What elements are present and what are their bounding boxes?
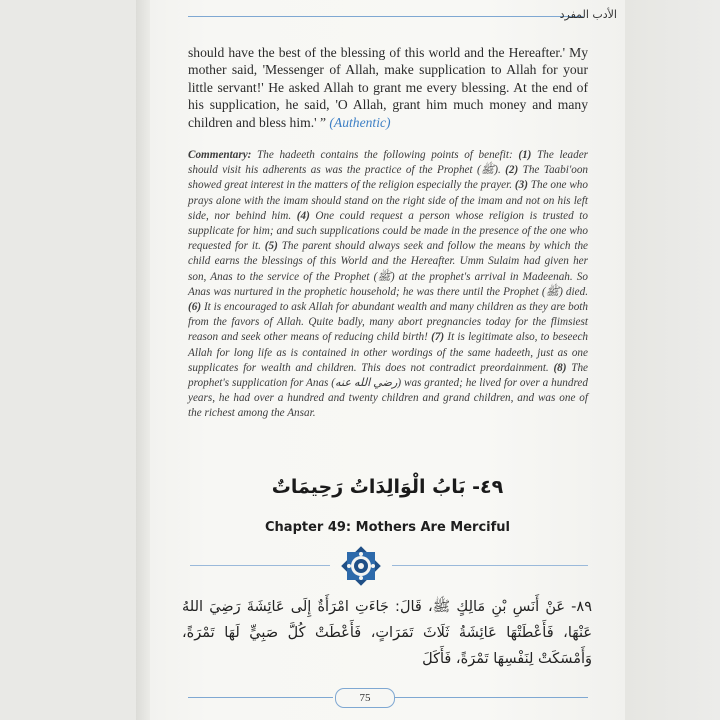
translation-paragraph: should have the best of the blessing of this world and the Hereafter.' My mother said, 'Messenger of Allah, make supplication to Allah for your little servant!' He asked Allah to grant me every blessing. At the end of his supplication, he said, 'O Allah, grant him much money and many children and bless him.' ” [188,45,588,130]
point-number-6: (6) [188,301,202,314]
page-number-badge [335,688,395,708]
ornament-rule-left [190,565,330,566]
point-number-3: (3) [514,179,528,192]
point-text-3: The one who prays alone with the imam should stand on the right side of the imam and not on his left side, nor behind him. [188,179,588,222]
point-number-5: (5) [264,240,278,253]
point-number-7: (7) [431,331,445,344]
point-text-4: One could request a person whose religion is trusted to supplicate for him; and such supplications could be made in the presence of the one who requested for it. [188,209,589,253]
commentary-label: Commentary: [188,149,252,161]
ornament-rule-right [392,565,588,566]
point-text-6: It is encouraged to ask Allah for abundant wealth and many children as they are both from the favors of Allah. Quite badly, many abort pregnancies today for the flimsiest reason and seek other means of reducing child birth! [188,301,588,344]
running-head: الأدب المفرد [559,8,617,21]
arabic-hadith-text: ٨٩- عَنْ أَنَسِ بْنِ مَالِكٍ ﷺ، قَالَ: جَاءَتِ امْرَأَةٌ إِلَى عَائِشَةَ رَضِيَ اللهُ عَنْهَا، فَأَعْطَتْهَا عَائِشَةُ ثَلَاثَ تَمَرَاتٍ، فَأَعْطَتْ كُلَّ صَبِيٍّ لَهَا تَمْرَةً، وَأَمْسَكَتْ لِنَفْسِهَا تَمْرَةً، فَأَكَلَ [182,599,592,667]
commentary-intro: The hadeeth contains the following points of benefit: [257,149,513,161]
point-number-1: (1) [518,149,532,161]
point-text-5: The parent should always seek and follow the means by which the child earns the blessings of this World and the Hereafter. Umm Sulaim had given her son, Anas to the service of the Prophet (ﷺ) at the prophet's arrival in Madeenah. So Anas was nurtured in the prophetic household; he was there until the Prophet (ﷺ) died. [188,240,589,298]
book-page [150,0,625,720]
page-header [150,8,625,26]
authenticity-grade: (Authentic) [329,114,391,130]
point-text-2: The Taabi'oon showed great interest in the matters of the religion especially the prayer. [188,164,589,192]
point-text-8: The prophet's supplication for Anas (رضي الله عنه) was granted; he lived for over a hundred years, he had over a hundred and twenty children and grand children, and was one of the richest among the Ansar. [188,361,589,420]
chapter-arabic-title: ٤٩- بَابُ الْوَالِدَاتُ رَحِيمَاتٌ [271,476,504,498]
commentary-block [188,148,588,422]
hadith-translation [188,44,588,131]
point-number-8: (8) [553,361,567,374]
header-rule [188,16,583,17]
flower-ornament-icon [338,543,384,589]
point-number-2: (2) [505,164,519,177]
page-number: 75 [359,692,371,704]
footer-rule-left [188,697,333,698]
point-text-7: It is legitimate also, to beseech Allah for long life as is contained in other wordings of the same hadeeth, just as one supplicates for wealth and children. This does not contradict preordainment. [188,331,589,374]
point-text-1: The leader should visit his adherents as was the practice of the Prophet (ﷺ). [188,149,589,177]
point-number-4: (4) [296,209,310,222]
footer-rule-right [395,697,588,698]
book-right-edge [625,0,720,720]
chapter-english-title: Chapter 49: Mothers Are Merciful [265,520,510,535]
